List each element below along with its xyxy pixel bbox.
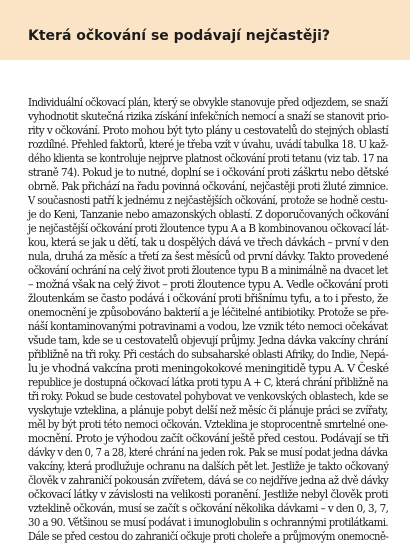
- text-line: měl by být proti této nemoci očkován. Vzteklina je stoprocentně smrtelné one-: [28, 418, 388, 431]
- text-line: 30 a 90. Většinou se musí podávat i imunoglobulin s ochrannými protilátkami.: [28, 516, 389, 529]
- text-line: obrně. Pak přichází na řadu povinná očkování, nejčastěji proti žluté zimnice.: [28, 180, 389, 193]
- text-line: rozdílné. Přehled faktorů, které je třeba vzít v úvahu, uvádí tabulka 18. U kaž-: [28, 138, 389, 151]
- text-line: rity v očkování. Proto mohou být tyto plány u cestovatelů do stejných oblastí: [28, 124, 389, 137]
- text-line: člověk v zahraničí pokousán zvířetem, dává se co nejdříve jedna až dvě dávky: [28, 474, 389, 487]
- text-line: tři roky. Pokud se bude cestovatel pohybovat ve venkovských oblastech, kde se: [28, 390, 388, 403]
- text-line: je do Keni, Tanzanie nebo amazonských oblastí. Z doporučovaných očkování: [28, 208, 389, 221]
- text-line: očkování ochrání na celý život proti žloutence typu B a minimálně na dvacet let: [28, 264, 388, 277]
- text-line: vyskytuje vzteklina, a plánuje pobyt delší než měsíc či plánuje práci se zvířaty,: [28, 404, 388, 417]
- section-heading: Která očkování se podávají nejčastěji?: [28, 28, 331, 44]
- text-line: Individuální očkovací plán, který se obvykle stanovuje před odjezdem, se snaží: [28, 96, 388, 109]
- text-line: mocnění. Proto je výhodou začít očkování ještě před cestou. Podávají se tři: [28, 432, 389, 445]
- text-line: vakcíny, která prodlužuje ochranu na dalších pět let. Jestliže je takto očkovaný: [28, 460, 389, 473]
- text-line: vyhodnotit skutečná rizika získání infekčních nemocí a snaží se stanovit prio-: [28, 110, 389, 123]
- text-line: náší kontaminovanými potravinami a vodou, lze vznik této nemoci očekávat: [28, 320, 388, 333]
- text-line: je nejčastější očkování proti žloutence typu A a B kombinovanou očkovací lát-: [28, 222, 389, 235]
- text-line: očkovací látky v závislosti na velikosti poranění. Jestliže nebyl člověk proti: [28, 488, 388, 501]
- text-line: V současnosti patří k jednému z nejčastějších očkování, protože se hodně cestu-: [28, 194, 388, 207]
- text-line: žloutenkám se často podává i očkování proti břišnímu tyfu, a to i přesto, že: [28, 292, 388, 305]
- text-line: republice je dostupná očkovací látka proti typu A + C, která chrání přibližně na: [28, 376, 388, 389]
- text-line: přibližně na tři roky. Při cestách do subsaharské oblasti Afriky, do Indie, Nepá-: [28, 348, 389, 361]
- text-line: onemocnění je způsobováno bakterií a je léčitelné antibiotiky. Protože se pře-: [28, 306, 389, 319]
- text-line: všude tam, kde se u cestovatelů objevují průjmy. Jedna dávka vakcíny chrání: [28, 334, 388, 347]
- text-line: – možná však na celý život – proti žloutence typu A. Vedle očkování proti: [28, 278, 388, 291]
- text-line: straně 74). Pokud je to nutné, doplní se i očkování proti záškrtu nebo dětské: [28, 166, 389, 179]
- text-line: nula, druhá za měsíc a třetí za šest měsíců od první dávky. Takto provedené: [28, 250, 389, 263]
- text-line: lu je vhodná vakcína proti meningokokové meningitidě typu A. V České: [28, 362, 389, 375]
- text-line: dého klienta se kontroluje nejprve platnost očkování proti tetanu (viz tab. 17 na: [28, 152, 388, 165]
- text-line: kou, která se jak u dětí, tak u dospělých dává ve třech dávkách – první v den: [28, 236, 389, 249]
- text-line: Dále se před cestou do zahraničí očkuje proti choleře a průjmovým onemocně-: [28, 530, 389, 543]
- body-paragraph: [28, 96, 388, 544]
- text-line: vzteklině očkován, musí se začít s očkování několika dávkami – v den 0, 3, 7,: [28, 502, 389, 515]
- text-line: dávky v den 0, 7 a 28, které chrání na jeden rok. Pak se musí podat jedna dávka: [28, 446, 388, 459]
